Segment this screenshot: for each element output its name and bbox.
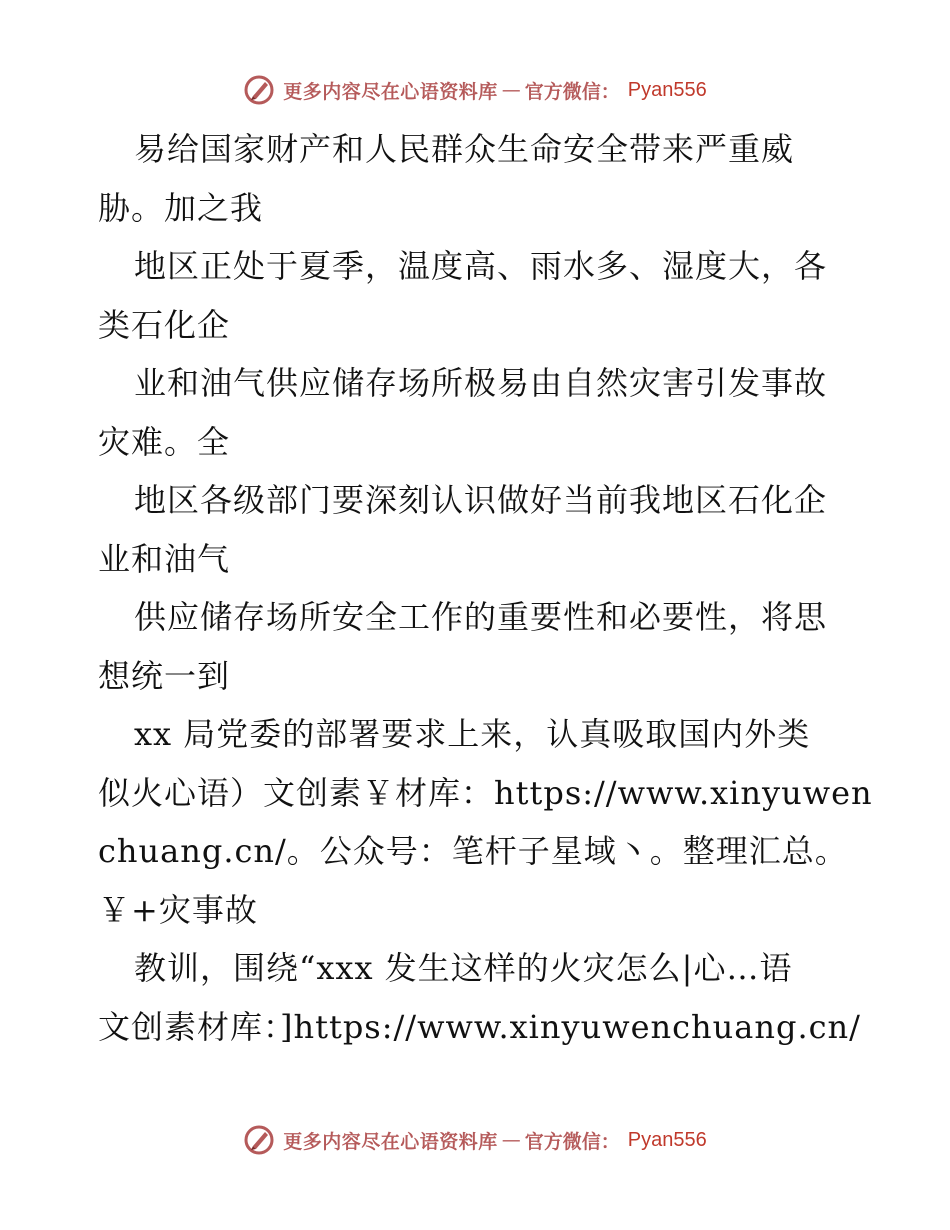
pen-nib-logo-icon <box>243 1124 275 1156</box>
body-line-16: 文创素材库：]https://www.xinyuwenchuang.cn/ <box>98 1007 861 1046</box>
footer-banner <box>0 1120 950 1160</box>
body-line-11: xx 局党委的部署要求上来，认真吸取国内外类 <box>134 715 811 753</box>
body-line-3: 地区正处于夏季，温度高、雨水多、湿度大，各 <box>134 247 828 285</box>
body-line-14: ￥+灾事故 <box>98 890 258 929</box>
pen-nib-logo-icon <box>243 74 275 106</box>
body-line-1: 易给国家财产和人民群众生命安全带来严重威 <box>134 130 795 168</box>
body-line-13: chuang.cn/。公众号：笔杆子星域丶。整理汇总。 <box>98 832 848 870</box>
document-body <box>98 120 873 1056</box>
body-line-12: 似火心语）文创素￥材库：https://www.xinyuwen <box>98 773 873 812</box>
body-line-10: 想统一到 <box>98 656 231 695</box>
banner-wechat-id: Pyan556 <box>627 1128 707 1151</box>
banner-wechat-label: 官方微信： <box>524 1130 620 1153</box>
body-line-2: 胁。加之我 <box>98 188 264 227</box>
body-line-7: 地区各级部门要深刻认识做好当前我地区石化企 <box>134 481 828 519</box>
body-line-9: 供应储存场所安全工作的重要性和必要性，将思 <box>134 598 828 636</box>
body-line-5: 业和油气供应储存场所极易由自然灾害引发事故 <box>134 364 828 402</box>
banner-dash: — <box>501 1129 521 1151</box>
body-line-15: 教训，围绕“xxx 发生这样的火灾怎么|心…语 <box>134 949 793 987</box>
header-banner <box>0 70 950 110</box>
banner-wechat-id: Pyan556 <box>627 78 707 101</box>
banner-wechat-label: 官方微信： <box>524 80 620 103</box>
banner-main-text: 更多内容尽在心语资料库 <box>283 80 498 103</box>
banner-main-text: 更多内容尽在心语资料库 <box>283 1130 498 1153</box>
body-line-4: 类石化企 <box>98 305 231 344</box>
banner-dash: — <box>501 79 521 101</box>
body-line-8: 业和油气 <box>98 539 231 578</box>
body-line-6: 灾难。全 <box>98 422 231 461</box>
